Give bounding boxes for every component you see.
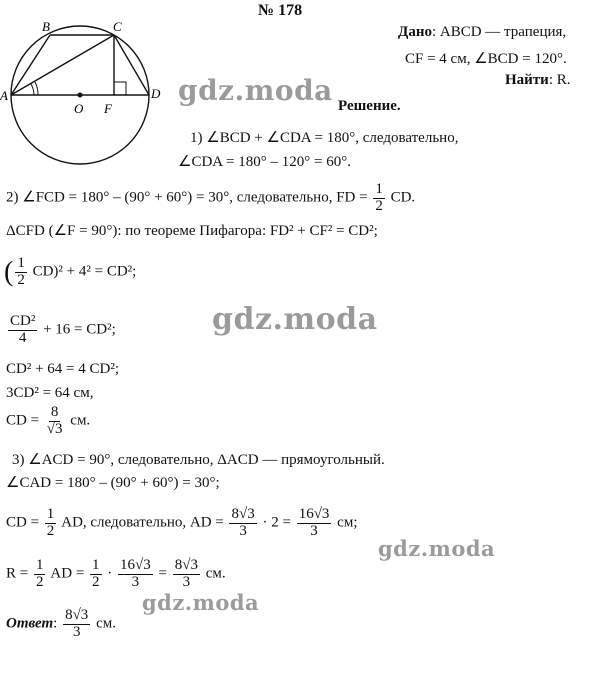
geometry-figure [0, 18, 170, 188]
fraction-denominator: 2 [46, 522, 55, 539]
answer-label: Ответ [6, 615, 54, 632]
fraction-numerator: 1 [46, 506, 55, 522]
fraction-denominator: 3 [131, 573, 140, 590]
segment-ac [11, 35, 114, 95]
fraction [373, 182, 385, 215]
step3-line4-c: · [107, 565, 113, 582]
step3-line4 [6, 558, 226, 591]
step3-line3-c: · 2 = [262, 514, 291, 531]
step2-line1-text: 2) ∠FCD = 180° – (90° + 60°) = 30°, следовательно, FD = [6, 189, 368, 206]
watermark: gdz.moda [178, 74, 333, 107]
fraction-numerator: 1 [17, 255, 25, 271]
answer-line [6, 608, 116, 641]
fraction-denominator: 2 [17, 271, 25, 288]
given-line-2: CF = 4 см, ∠BCD = 120°. [405, 51, 567, 67]
open-paren: ( [4, 256, 14, 288]
fraction-numerator: 8√3 [174, 557, 198, 573]
label-f: F [104, 101, 112, 116]
watermark: gdz.moda [212, 302, 378, 337]
fraction-denominator: 4 [18, 329, 27, 346]
fraction [173, 558, 200, 591]
right-angle-mark [114, 82, 126, 95]
step2-line7-text: CD = [6, 412, 40, 429]
step2-line3-end: CD)² + 4² = CD²; [32, 263, 137, 280]
fraction-numerator: 16√3 [120, 557, 151, 573]
fraction-denominator: 2 [92, 573, 100, 590]
fraction-numerator: 1 [35, 557, 44, 573]
fraction-numerator: 1 [375, 181, 383, 197]
step1-line1: 1) ∠BCD + ∠CDA = 180°, следовательно, [190, 130, 459, 146]
fraction-numerator: 8√3 [231, 506, 255, 522]
watermark: gdz.moda [378, 536, 496, 561]
label-o: O [74, 101, 84, 116]
fraction-numerator: 1 [92, 557, 100, 573]
label-d: D [151, 86, 161, 101]
find-value: : R. [548, 72, 571, 88]
fraction-denominator: 3 [72, 623, 81, 640]
segment-cd [114, 35, 149, 95]
answer-colon: : [53, 615, 58, 632]
fraction-numerator: 16√3 [298, 506, 330, 522]
fraction-denominator: 3 [239, 522, 247, 539]
fraction [90, 558, 102, 591]
label-a: A [0, 88, 8, 103]
fraction-denominator: 3 [310, 522, 318, 539]
step2-line7 [6, 405, 90, 438]
watermark: gdz.moda [142, 590, 260, 615]
step2-line6: 3CD² = 64 см, [6, 385, 94, 401]
step2-line2: ΔCFD (∠F = 90°): по теореме Пифагора: FD² + CF² = CD²; [6, 223, 378, 239]
step3-line3-a: CD = [6, 514, 40, 531]
step3-line3-d: см; [337, 514, 358, 531]
step2-line1 [6, 182, 415, 215]
angle-arc-a-2 [35, 82, 38, 95]
step2-line4 [6, 314, 116, 347]
fraction-denominator: 3 [182, 573, 191, 590]
step3-line1: 3) ∠ACD = 90°, следовательно, ΔACD — прямоугольный. [12, 452, 385, 468]
fraction-denominator: √3 [46, 420, 63, 437]
center-point [78, 93, 83, 98]
given-text: : ABCD — трапеция, [431, 24, 567, 40]
step2-line5: CD² + 64 = 4 CD²; [6, 361, 120, 377]
step3-line4-e: см. [205, 565, 226, 582]
label-b: B [42, 19, 50, 34]
step3-line3 [6, 507, 358, 540]
step3-line3-b: AD, следовательно, AD = [61, 514, 224, 531]
fraction [63, 608, 90, 641]
fraction-numerator: CD² [10, 313, 36, 329]
step2-line3 [4, 256, 136, 289]
fraction [229, 507, 256, 540]
find-label: Найти [505, 72, 549, 88]
fraction [45, 507, 57, 540]
label-c: C [113, 19, 122, 34]
find-line [505, 72, 571, 89]
given-line-1 [398, 24, 566, 41]
solution-heading: Решение. [338, 98, 401, 114]
step3-line2: ∠CAD = 180° – (90° + 60°) = 30°; [6, 475, 220, 491]
step3-line4-d: = [158, 565, 167, 582]
fraction [15, 256, 27, 289]
step1-line2: ∠CDA = 180° – 120° = 60°. [178, 154, 351, 170]
step2-line1-end: CD. [390, 189, 416, 206]
fraction-numerator: 8 [50, 404, 59, 420]
angle-arc-a [31, 84, 34, 95]
segment-ab [11, 35, 50, 95]
step2-line4-end: + 16 = CD²; [43, 321, 116, 338]
fraction [118, 558, 153, 591]
fraction [34, 558, 46, 591]
step3-line4-b: AD = [50, 565, 85, 582]
step3-line4-a: R = [6, 565, 29, 582]
fraction [45, 405, 65, 438]
step2-line7-end: см. [70, 412, 91, 429]
fraction-numerator: 8√3 [65, 607, 89, 623]
answer-unit: см. [96, 615, 116, 632]
given-label: Дано [398, 24, 432, 40]
fraction [297, 507, 332, 540]
fraction-denominator: 2 [35, 573, 44, 590]
problem-number: № 178 [258, 2, 303, 19]
fraction [8, 314, 37, 347]
fraction-denominator: 2 [375, 197, 383, 214]
